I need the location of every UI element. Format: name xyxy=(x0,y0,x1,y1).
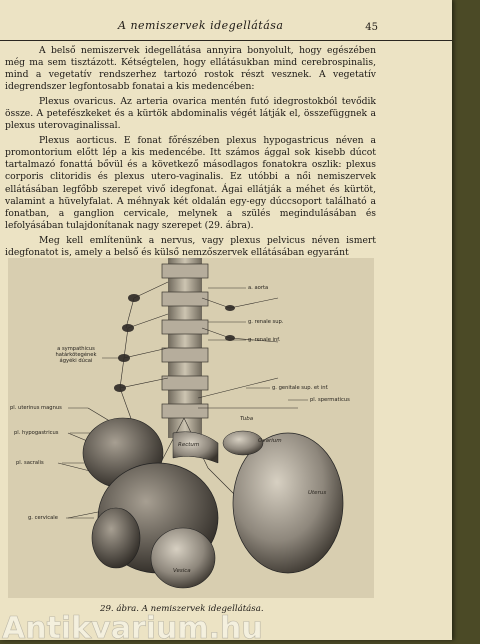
paragraph-plexus-aorticus: Plexus aorticus. E fonat főrészében plexus hypogastricus néven a promontorium előtt lép a kis medencébe. Itt számos ággal sok kisebb dúcot tartalmazó fonattá bővül és a következő másodlagos fonatokra oszlik: plexus corporis clitoridis és plexus utero-vaginalis. Ez utóbbi a női nemiszervek ellátásában legfőbb szerepet vivő idegfonat. Ágai ellátják a méhet és kürtöt, valamint a hüvelyfalat. A méhnyak két oldalán egy-egy dúccsoport található a fonatban, a ganglion cervicale, melynek a szülés megindulásában és lefolyásában tulajdonítanak nagy szerepet (29. ábra). xyxy=(5,135,376,231)
anatomical-figure xyxy=(8,258,374,598)
svg-text:Antikvarium.hu: Antikvarium.hu xyxy=(2,614,263,640)
label-aorta: a. aorta xyxy=(248,285,269,291)
label-uterinus-magnus: pl. uterinus magnus xyxy=(10,405,62,411)
page-header xyxy=(0,18,452,41)
paragraph-plexus-pelvicus: Meg kell említenünk a nervus, vagy plexus pelvicus néven ismert idegfonatot is, amely a belső és külső nemzőszervek ellátásában egyaránt xyxy=(5,234,376,258)
label-sacralis: pl. sacralis xyxy=(16,460,44,466)
label-renale-inf: g. renale inf. xyxy=(248,337,281,343)
label-vesica: Vesica xyxy=(173,568,191,574)
paragraph-intro: A belső nemiszervek idegellátása annyira bonyolult, hogy egészében még ma sem tisztázott. Kétségtelen, hogy ellátásukban mind cerebrospinalis, mind a vegetatív rendszerhez tartozó rostok részt vesznek. A vegetatív idegrendszer legfontosabb fonatai a kis medencében: xyxy=(5,45,376,93)
label-spermaticus: pl. spermaticus xyxy=(310,397,350,403)
figure-caption: 29. ábra. A nemiszervek idegellátása. xyxy=(100,604,264,614)
nerve-illustration xyxy=(8,258,374,598)
label-uterus: Uterus xyxy=(308,490,327,496)
label-tuba: Tuba xyxy=(240,416,254,422)
label-hypogastricus: pl. hypogastricus xyxy=(14,430,59,436)
running-title: A nemiszervek idegellátása xyxy=(118,19,284,32)
label-renale-sup: g. renale sup. xyxy=(248,319,284,325)
page-number: 45 xyxy=(365,22,378,33)
label-rectum: Rectum xyxy=(178,442,200,448)
label-cervicale: g. cervicale xyxy=(28,515,58,521)
label-sympathicus: a sympathicus határkötegének ágyéki dúcai xyxy=(55,346,97,364)
body-text xyxy=(5,45,376,259)
label-ovarium: Ovarium xyxy=(258,438,282,444)
paragraph-plexus-ovaricus: Plexus ovaricus. Az arteria ovarica mentén futó idegrostokból tevődik össze. A petefészkeket és a kürtök abdominalis végét látják el, összefüggnek a plexus uterovaginalissal. xyxy=(5,96,376,132)
label-genitale: g. genitale sup. et inf. xyxy=(272,385,329,391)
